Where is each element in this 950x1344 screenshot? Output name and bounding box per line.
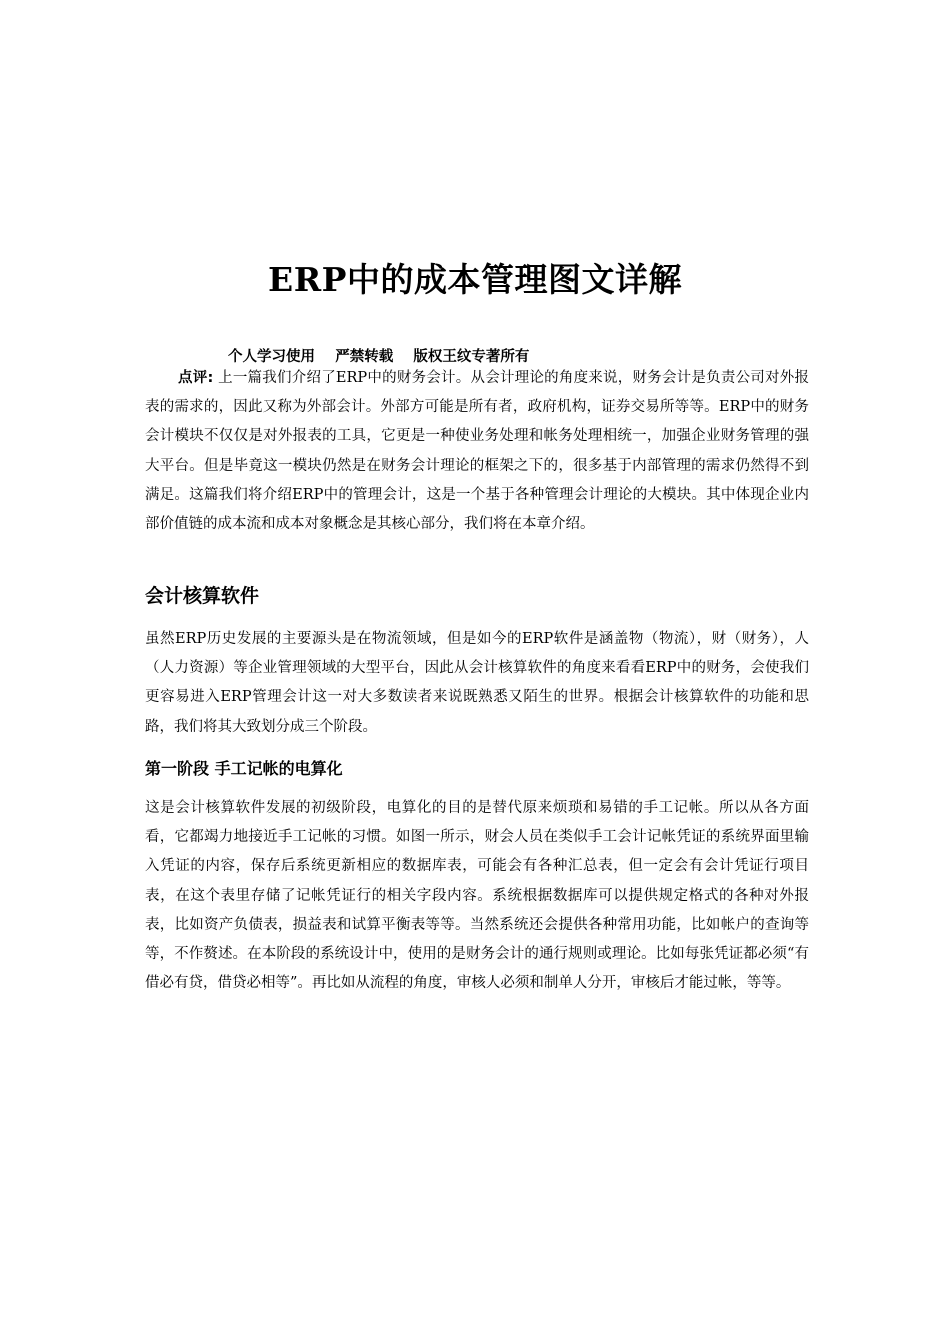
intro-text: 上一篇我们介绍了ERP中的财务会计。从会计理论的角度来说，财务会计是负责公司对外报表的需求的，因此又称为外部会计。外部方可能是所有者，政府机构，证券交易所等等。ERP中的财务会计模块不仅仅是对外报表的工具，它更是一种使业务处理和帐务处理相统一，加强企业财务管理的强大平台。但是毕竟这一模块仍然是在财务会计理论的框架之下的，很多基于内部管理的需求仍然得不到满足。这篇我们将介绍ERP中的管理会计，这是一个基于各种管理会计理论的大模块。其中体现企业内部价值链的成本流和成本对象概念是其核心部分，我们将在本章介绍。 [145, 370, 809, 533]
document-title: ERP中的成本管理图文详解 [268, 260, 682, 299]
section-heading-accounting-software: 会计核算软件 [145, 585, 260, 607]
subsection-paragraph-stage-one: 这是会计核算软件发展的初级阶段，电算化的目的是替代原来烦琐和易错的手工记帐。所以从各方面看，它都竭力地接近手工记帐的习惯。如图一所示，财会人员在类似手工会计记帐凭证的系统界面里输入凭证的内容，保存后系统更新相应的数据库表，可能会有各种汇总表，但一定会有会计凭证行项目表，在这个表里存储了记帐凭证行的相关字段内容。系统根据数据库可以提供规定格式的各种对外报表，比如资产负债表，损益表和试算平衡表等等。当然系统还会提供各种常用功能，比如帐户的查询等等，不作赘述。在本阶段的系统设计中，使用的是财务会计的通行规则或理论。比如每张凭证都必须“有借必有贷，借贷必相等”。再比如从流程的角度，审核人必须和制单人分开，审核后才能过帐，等等。 [145, 800, 809, 992]
intro-lead-label: 点评: [178, 370, 214, 386]
subsection-heading-stage-one: 第一阶段 手工记帐的电算化 [145, 759, 343, 778]
section-paragraph-accounting-software: 虽然ERP历史发展的主要源头是在物流领域，但是如今的ERP软件是涵盖物（物流），财（财务），人（人力资源）等企业管理领域的大型平台，因此从会计核算软件的角度来看看ERP中的财务，会使我们更容易进入ERP管理会计这一对大多数读者来说既熟悉又陌生的世界。根据会计核算软件的功能和思路，我们将其大致划分成三个阶段。 [145, 631, 809, 735]
copyright-notice: 个人学习使用 严禁转载 版权王纹专著所有 [228, 349, 530, 365]
intro-paragraph [145, 364, 809, 539]
